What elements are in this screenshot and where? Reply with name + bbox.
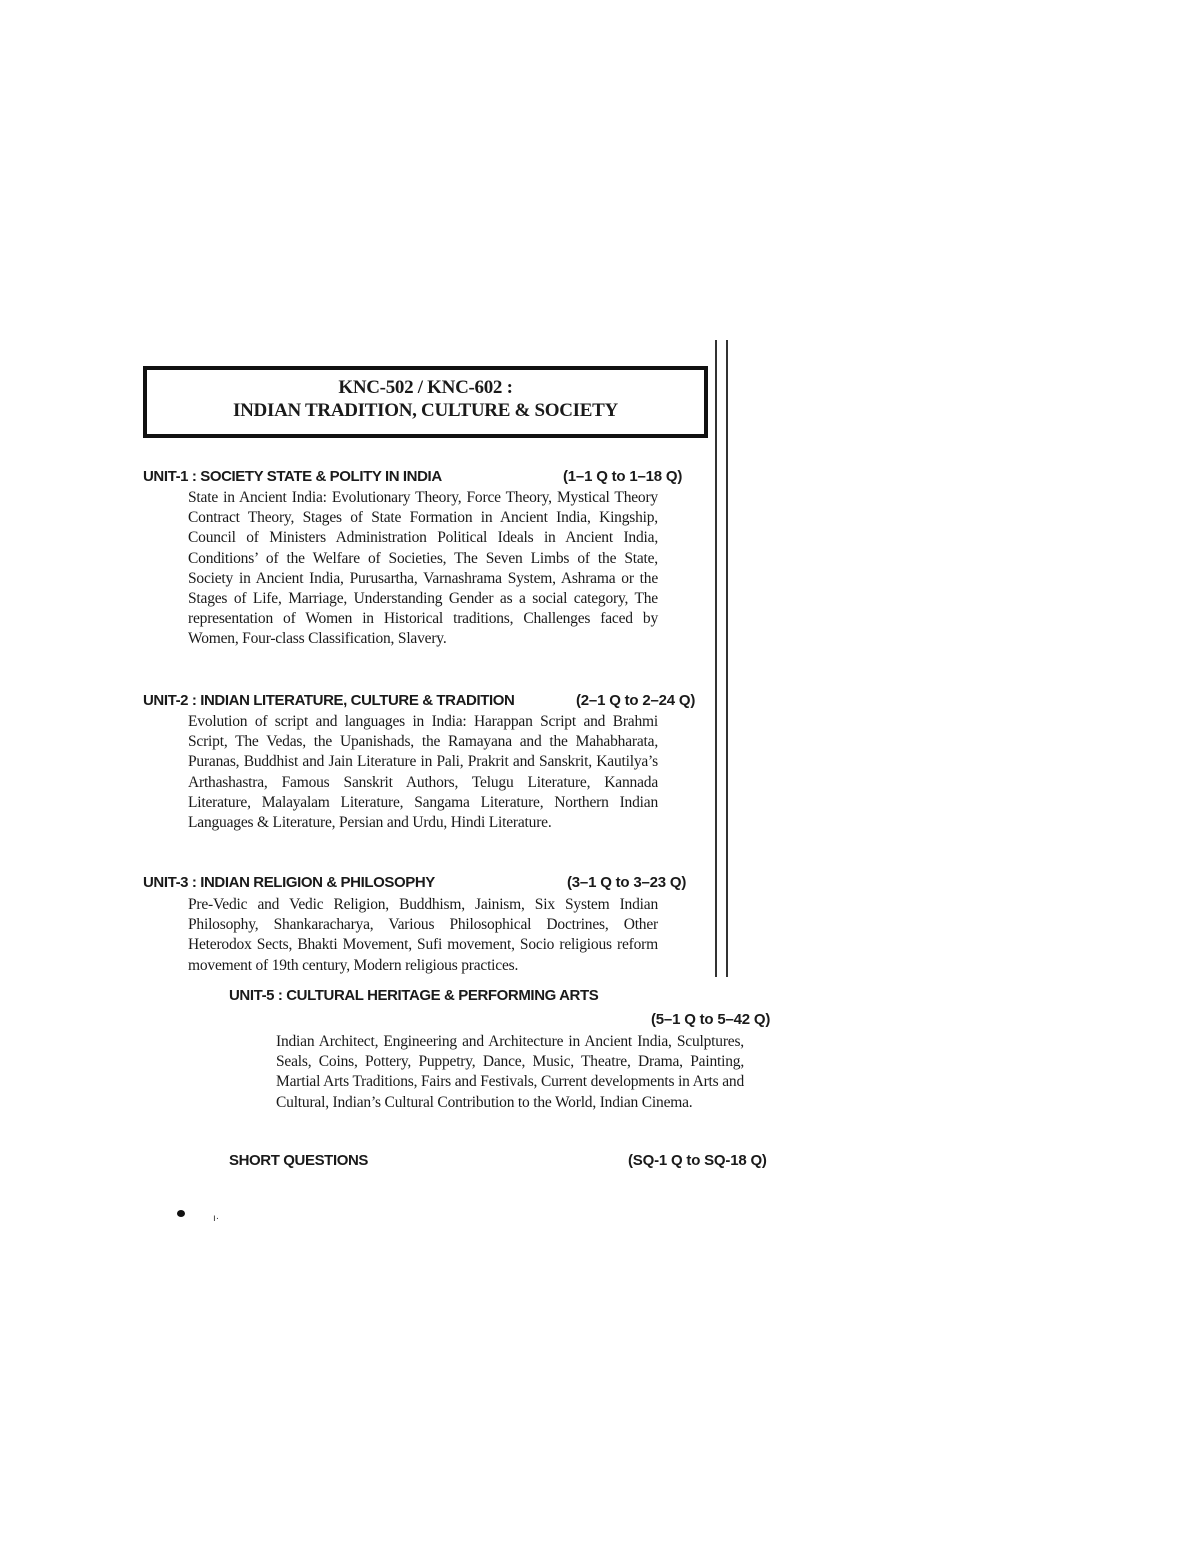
unit-3-heading: UNIT-3 : INDIAN RELIGION & PHILOSOPHY — [143, 874, 435, 891]
bullet-dot — [177, 1210, 185, 1217]
unit-1-body: State in Ancient India: Evolutionary Theory, Force Theory, Mystical Theory Contract Theory, Stages of State Formation in Ancient India, Kingship, Council of Ministers Administration Political Ideals in Ancient India, Conditions’ of the Welfare of Societies, The Seven Limbs of the State, Society in Ancient India, Purusartha, Varnashrama System, Ashrama or the Stages of Life, Marriage, Understanding Gender as a social category, The representation of Women in Historical traditions, Challenges faced by Women, Four-class Classification, Slavery. — [188, 489, 658, 648]
short-questions-range: (SQ-1 Q to SQ-18 Q) — [628, 1152, 767, 1169]
unit-3-range: (3–1 Q to 3–23 Q) — [567, 874, 687, 891]
unit-3-body: Pre-Vedic and Vedic Religion, Buddhism, Jainism, Six System Indian Philosophy, Shankaracharya, Various Philosophical Doctrines, Other Heterodox Sects, Bhakti Movement, Sufi movement, Socio religious reform movement of 19th century, Modern religious practices. — [188, 896, 658, 974]
course-title-box — [143, 366, 708, 438]
unit-1-range: (1–1 Q to 1–18 Q) — [563, 468, 683, 485]
column-divider-line-1 — [715, 340, 717, 977]
unit-2-range: (2–1 Q to 2–24 Q) — [576, 692, 696, 709]
course-title: INDIAN TRADITION, CULTURE & SOCIETY — [233, 400, 618, 421]
unit-5-heading: UNIT-5 : CULTURAL HERITAGE & PERFORMING ARTS — [229, 987, 599, 1004]
short-questions-heading: SHORT QUESTIONS — [229, 1152, 369, 1169]
column-divider-line-2 — [726, 340, 728, 977]
unit-1-heading: UNIT-1 : SOCIETY STATE & POLITY IN INDIA — [143, 468, 442, 485]
stray-mark: ı· — [213, 1213, 220, 1224]
unit-2-heading: UNIT-2 : INDIAN LITERATURE, CULTURE & TRADITION — [143, 692, 515, 709]
course-code: KNC-502 / KNC-602 : — [338, 377, 513, 398]
unit-5-body: Indian Architect, Engineering and Architecture in Ancient India, Sculptures, Seals, Coins, Pottery, Puppetry, Dance, Music, Theatre, Drama, Painting, Martial Arts Traditions, Fairs and Festivals, Current developments in Arts and Cultural, Indian’s Cultural Contribution to the World, Indian Cinema. — [276, 1033, 744, 1111]
unit-5-range: (5–1 Q to 5–42 Q) — [651, 1011, 771, 1028]
unit-2-body: Evolution of script and languages in India: Harappan Script and Brahmi Script, The Vedas, the Upanishads, the Ramayana and the Mahabharata, Puranas, Buddhist and Jain Literature in Pali, Prakrit and Sanskrit, Kautilya’s Arthashastra, Famous Sanskrit Authors, Telugu Literature, Kannada Literature, Malayalam Literature, Sangama Literature, Northern Indian Languages & Literature, Persian and Urdu, Hindi Literature. — [188, 713, 658, 832]
